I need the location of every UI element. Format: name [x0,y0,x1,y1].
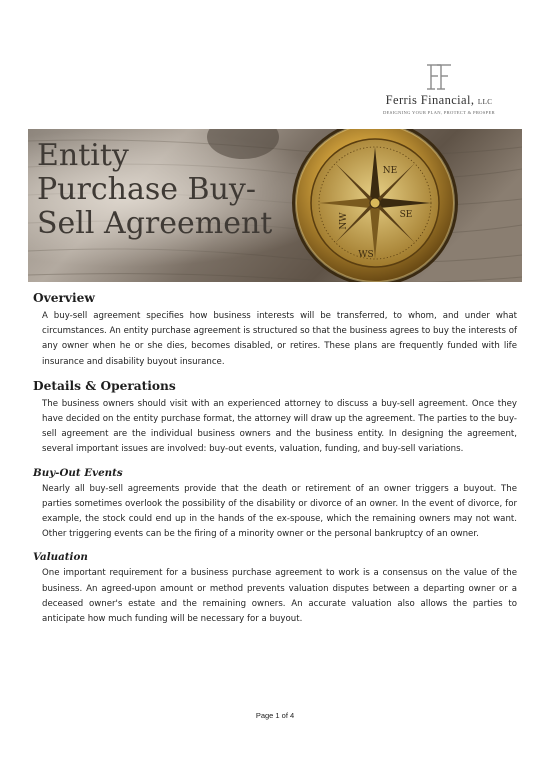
hero-banner [28,129,522,282]
ff-monogram-icon [422,62,456,92]
paragraph-details: The business owners should visit with an experienced attorney to discuss a buy-sell agreement. Once they have decided on the entity purchase format, the attorney will draw up the agreement. The parties to the buy-sell agreement are the individual business owners and the business entity. In designing the agreement, several important issues are involved: buy-out events, valuation, funding, and buy-sell variations. [42,398,517,455]
compass-label-ne: NE [382,166,398,176]
paragraph-buyout: Nearly all buy-sell agreements provide that the death or retirement of an owner triggers a buyout. The parties sometimes overlook the possibility of the disability or divorce of an owner. In the event of divorce, for example, the stock could end up in the hands of the ex-spouse, which the remaining owners may not want. Other triggering events can be the firing of a minority owner or the personal bankruptcy of an owner. [42,483,517,540]
compass-label-nw: NW [339,212,349,230]
brand-logo [374,62,504,115]
compass-icon [292,129,458,282]
section-overview [33,291,517,370]
section-buyout-events [33,467,517,543]
section-heading-overview: Overview [33,291,95,305]
section-valuation [33,551,517,627]
section-heading-details: Details & Operations [33,378,176,393]
compass-label-ws: WS [358,250,374,260]
paragraph-overview: A buy-sell agreement specifies how business interests will be transferred, to whom, and under what circumstances. An entity purchase agreement is structured so that the business agrees to buy the interests of any owner when he or she dies, becomes disabled, or retires. These plans are frequently funded with life insurance and disability buyout insurance. [42,311,517,367]
subsection-heading-buyout: Buy-Out Events [33,466,123,479]
brand-tagline: DESIGNING YOUR PLAN, PROTECT & PROSPER [383,110,495,115]
brand-name: Ferris Financial, LLC [385,93,493,107]
page-number: Page 1 of 4 [255,711,295,720]
compass-label-se: SE [399,210,413,220]
section-details [33,379,517,458]
subsection-heading-valuation: Valuation [33,551,88,564]
paragraph-valuation: One important requirement for a business purchase agreement to work is a consensus on the value of the business. An agreed-upon amount or method prevents valuation disputes between a departing owner or a deceased owner's estate and the remaining owners. An accurate valuation also allows the parties to anticipate how much funding will be necessary for a buyout. [42,568,517,625]
page-title: Entity Purchase Buy-Sell Agreement [37,138,273,241]
document-body [33,291,517,636]
